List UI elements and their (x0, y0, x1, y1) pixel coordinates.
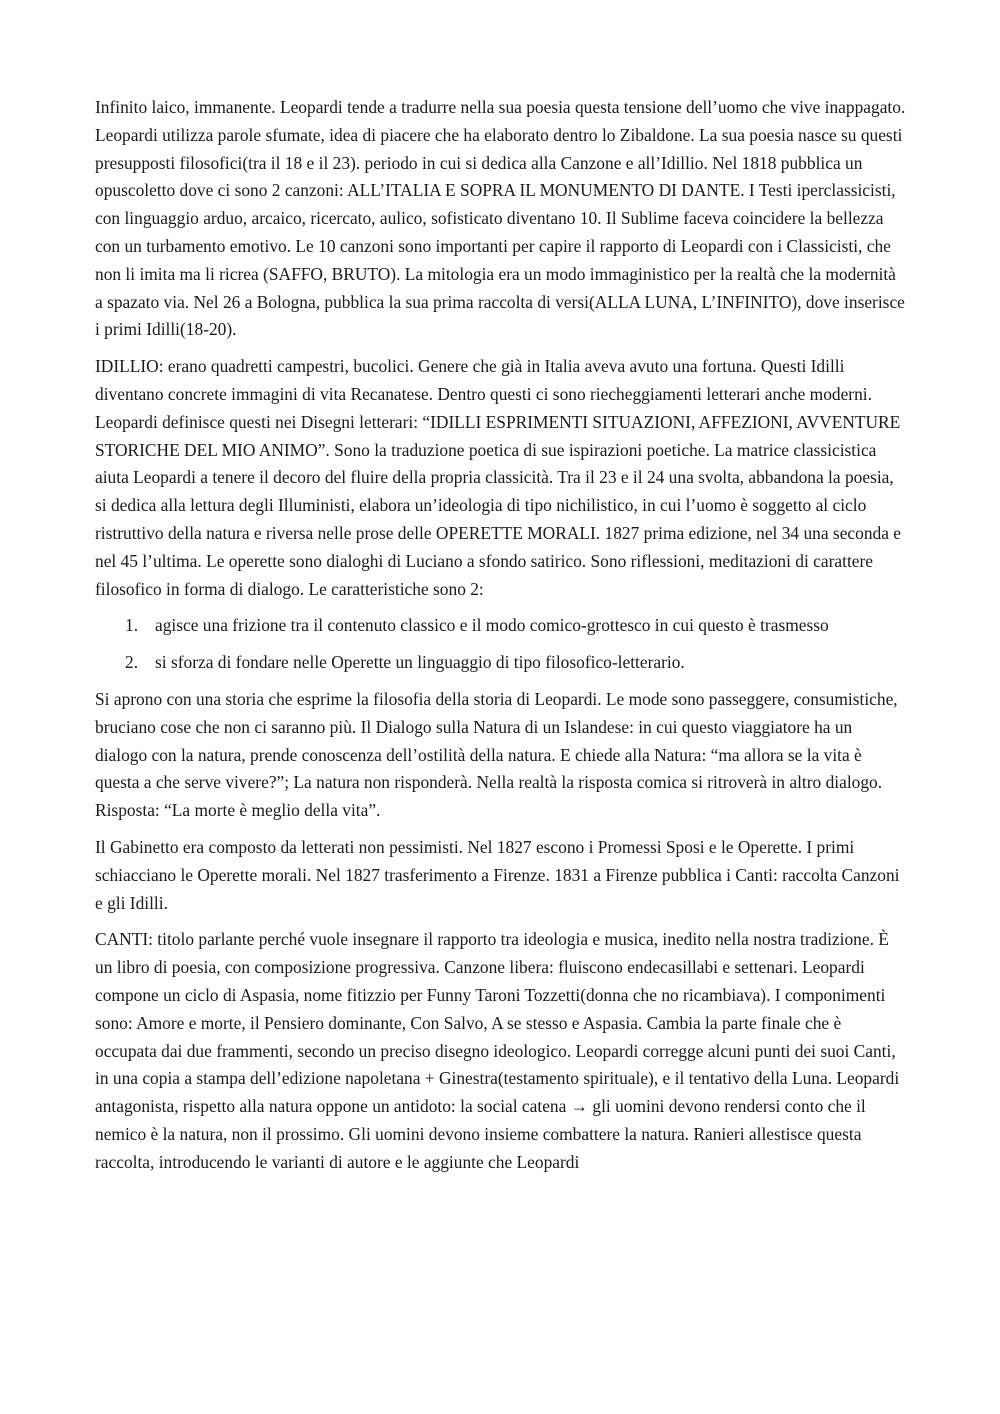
list-item-number: 1. (125, 615, 139, 636)
paragraph-idillio: IDILLIO: erano quadretti campestri, bucolici. Genere che già in Italia aveva avuto una fortuna. Questi Idilli diventano concrete immagini di vita Recanatese. Dentro questi ci sono riecheggiamenti letterari anche moderni. Leopardi definisce questi nei Disegni letterari: “IDILLI ESPRIMENTI SITUAZIONI, AFFEZIONI, AVVENTURE STORICHE DEL MIO ANIMO”. Sono la traduzione poetica di sue ispirazioni poetiche. La matrice classicistica aiuta Leopardi a tenere il decoro del fluire della propria classicità. Tra il 23 e il 24 una svolta, abbandona la poesia, si dedica alla lettura degli Illuministi, elabora un’ideologia di tipo nichilistico, in cui l’uomo è soggetto al ciclo ristruttivo della natura e riversa nelle prose delle OPERETTE MORALI. 1827 prima edizione, nel 34 una seconda e nel 45 l’ultima. Le operette sono dialoghi di Luciano a sfondo satirico. Sono riflessioni, meditazioni di carattere filosofico in forma di dialogo. Le caratteristiche sono 2: (95, 356, 902, 599)
list-item (95, 649, 907, 677)
list-item (95, 612, 907, 640)
paragraph-gabinetto: Il Gabinetto era composto da letterati non pessimisti. Nel 1827 escono i Promessi Sposi e le Operette. I primi schiacciano le Operette morali. Nel 1827 trasferimento a Firenze. 1831 a Firenze pubblica i Canti: raccolta Canzoni e gli Idilli. (95, 836, 900, 913)
list-item-number: 2. (125, 652, 139, 673)
paragraph-infinito-laico: Infinito laico, immanente. Leopardi tende a tradurre nella sua poesia questa tensione dell’uomo che vive inappagato. Leopardi utilizza parole sfumate, idea di piacere che ha elaborato dentro lo Zibaldone. La sua poesia nasce su questi presupposti filosofici(tra il 18 e il 23). periodo in cui si dedica alla Canzone e all’Idillio. Nel 1818 pubblica un opuscoletto dove ci sono 2 canzoni: ALL’ITALIA E SOPRA IL MONUMENTO DI DANTE. I Testi iperclassicisti, con linguaggio arduo, arcaico, ricercato, aulico, sofisticato diventano 10. Il Sublime faceva coincidere la bellezza con un turbamento emotivo. Le 10 canzoni sono importanti per capire il rapporto di Leopardi con i Classicisti, che non li imita ma li ricrea (SAFFO, BRUTO). La mitologia era un modo immaginistico per la realtà che la modernità a spazato via. Nel 26 a Bologna, pubblica la sua prima raccolta di versi(ALLA LUNA, L’INFINITO), dove inserisce i primi Idilli(18-20). (95, 97, 906, 340)
characteristics-list (95, 612, 907, 677)
document-page (95, 94, 907, 1185)
list-item-text: agisce una frizione tra il contenuto classico e il modo comico-grottesco in cui questo è trasmesso (155, 615, 829, 636)
paragraph-canti: CANTI: titolo parlante perché vuole insegnare il rapporto tra ideologia e musica, inedito nella nostra tradizione. È un libro di poesia, con composizione progressiva. Canzone libera: fluiscono endecasillabi e settenari. Leopardi compone un ciclo di Aspasia, nome fitizzio per Funny Taroni Tozzetti(donna che no ricambiava). I componimenti sono: Amore e morte, il Pensiero dominante, Con Salvo, A se stesso e Aspasia. Cambia la parte finale che è occupata dai due frammenti, secondo un preciso disegno ideologico. Leopardi corregge alcuni punti dei suoi Canti, in una copia a stampa dell’edizione napoletana + Ginestra(testamento spirituale), e il tentativo della Luna. Leopardi antagonista, rispetto alla natura oppone un antidoto: la social catena → gli uomini devono rendersi conto che il nemico è la natura, non il prossimo. Gli uomini devono insieme combattere la natura. Ranieri allestisce questa raccolta, introducendo le varianti di autore e le aggiunte che Leopardi (95, 929, 900, 1172)
list-item-text: si sforza di fondare nelle Operette un linguaggio di tipo filosofico-letterario. (155, 652, 685, 673)
paragraph-storia-filosofia: Si aprono con una storia che esprime la filosofia della storia di Leopardi. Le mode sono passeggere, consumistiche, bruciano cose che non ci saranno più. Il Dialogo sulla Natura di un Islandese: in cui questo viaggiatore ha un dialogo con la natura, prende conoscenza dell’ostilità della natura. E chiede alla Natura: “ma allora se la vita è questa a che serve vivere?”; La natura non risponderà. Nella realtà la risposta comica si ritroverà in altro dialogo. Risposta: “La morte è meglio della vita”. (95, 688, 898, 821)
